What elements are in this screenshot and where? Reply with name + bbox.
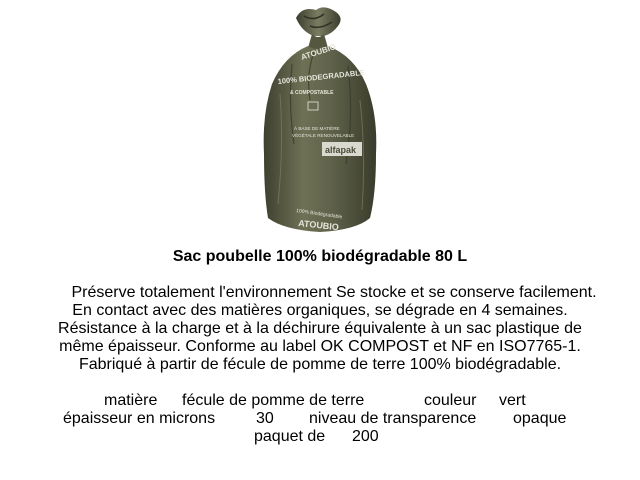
- spec-row-material-color: [0, 392, 640, 410]
- spec-row-thickness-transparency: [0, 410, 640, 428]
- bag-print-line3: À BASE DE MATIÈRE: [294, 126, 340, 131]
- bag-print-line2: & COMPOSTABLE: [290, 90, 334, 96]
- description-line: En contact avec des matières organiques, se dégrade en 4 semaines.: [72, 302, 568, 319]
- bag-print-line1: 100% BIODEGRADABLE: [277, 67, 366, 86]
- bag-bottom-brand: ATOUBIO: [297, 218, 340, 233]
- spec-pack-value: 200: [352, 428, 379, 445]
- product-description: [0, 284, 640, 374]
- spec-transparency-label: niveau de transparence: [309, 410, 477, 427]
- description-line: Résistance à la charge et à la déchirure équivalente à un sac plastique de: [58, 320, 582, 337]
- spec-row-pack: [0, 428, 640, 446]
- spec-color-value: vert: [499, 392, 526, 409]
- product-title: Sac poubelle 100% biodégradable 80 L: [172, 248, 468, 265]
- spec-transparency-value: opaque: [513, 410, 567, 427]
- product-specs: [0, 392, 640, 446]
- spec-material-value: fécule de pomme de terre: [182, 392, 365, 409]
- bag-maker-logo: alfapak: [325, 145, 357, 155]
- bag-brand-text: ATOUBIO: [299, 42, 338, 62]
- description-line: Fabriqué à partir de fécule de pomme de terre 100% biodégradable.: [78, 356, 562, 373]
- bag-knot: [296, 7, 341, 36]
- description-line: même épaisseur. Conforme au label OK COMPOST et NF en ISO7765-1.: [59, 338, 581, 355]
- spec-pack-label: paquet de: [254, 428, 326, 445]
- spec-material-label: matière: [104, 392, 158, 409]
- spec-color-label: couleur: [424, 392, 477, 409]
- bag-bottom-text: 100% Biodégradable: [295, 208, 343, 221]
- spec-thickness-value: 30: [256, 410, 274, 427]
- description-line: Préserve totalement l'environnement Se stocke et se conserve facilement.: [71, 284, 597, 301]
- bag-print-line4: VÉGÉTALE RENOUVELABLE: [292, 133, 355, 138]
- spec-thickness-label: épaisseur en microns: [63, 410, 216, 427]
- product-image: [244, 4, 394, 236]
